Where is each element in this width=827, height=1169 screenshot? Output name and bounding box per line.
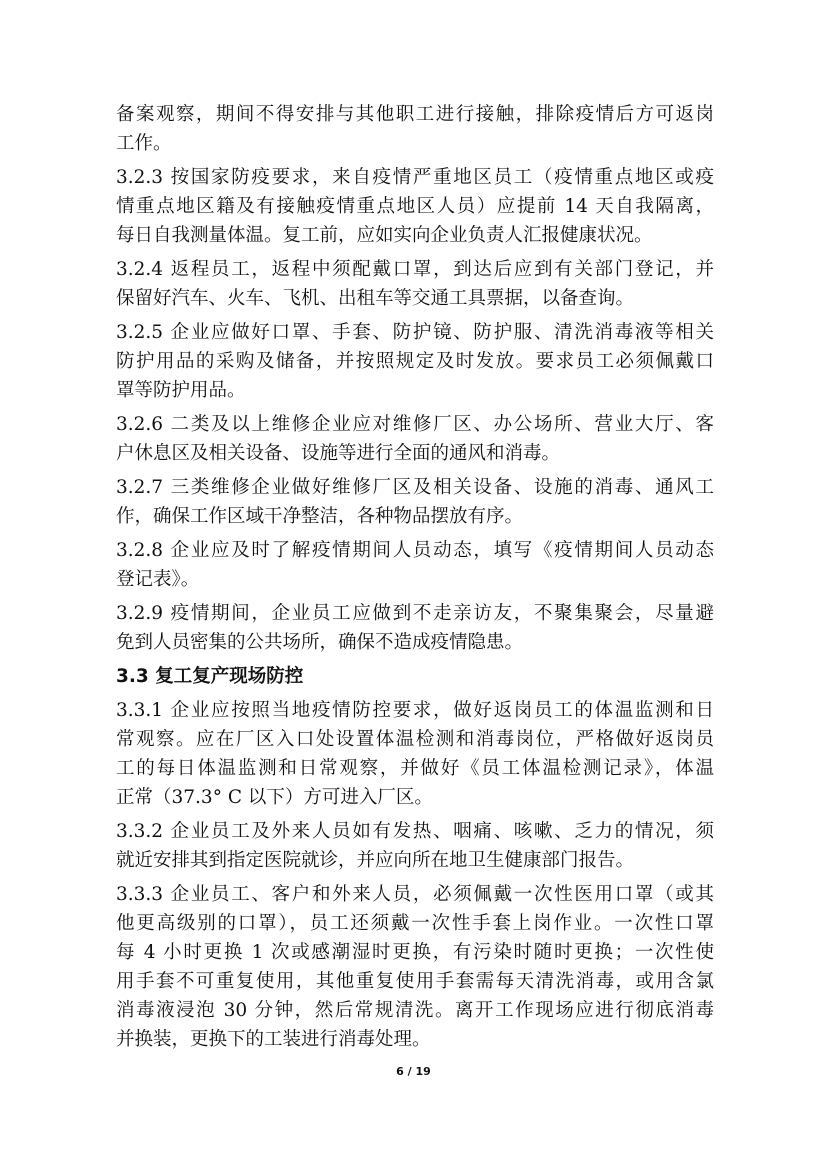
clause-3-2-3-line: 情重点地区籍及有接触疫情重点地区人员）应提前 14 天自我隔离， (116, 196, 714, 217)
clause-3-3-3-line: 他更高级别的口罩），员工还须戴一次性手套上岗作业。一次性口罩 (116, 913, 714, 934)
clause-3-3-1-line: 常观察。应在厂区入口处设置体温检测和消毒岗位，严格做好返岗员 (116, 729, 714, 750)
clause-3-2-9-line: 3.2.9 疫情期间，企业员工应做到不走亲访友，不聚集聚会，尽量避 (116, 603, 714, 624)
page-number: 6 / 19 (396, 1065, 431, 1078)
clause-3-2-7-line: 作，确保工作区域干净整洁，各种物品摆放有序。 (116, 506, 524, 527)
paragraph-line: 备案观察，期间不得安排与其他职工进行接触，排除疫情后方可返岗 (116, 104, 714, 125)
clause-3-2-8-line: 登记表》。 (116, 569, 200, 590)
section-heading-3-3: 3.3 复工复产现场防控 (116, 666, 304, 687)
clause-3-2-4-line: 保留好汽车、火车、飞机、出租车等交通工具票据，以备查询。 (116, 288, 635, 309)
clause-3-3-1-line: 正常（37.3° C 以下）方可进入厂区。 (116, 787, 433, 808)
clause-3-2-3-line: 每日自我测量体温。复工前，应如实向企业负责人汇报健康状况。 (116, 225, 653, 246)
clause-3-2-9-line: 免到人员密集的公共场所，确保不造成疫情隐患。 (116, 632, 524, 653)
paragraph-line: 工作。 (116, 133, 172, 154)
clause-3-2-6-line: 户休息区及相关设备、设施等进行全面的通风和消毒。 (116, 443, 561, 464)
clause-3-3-3-line: 每 4 小时更换 1 次或感潮湿时更换，有污染时随时更换；一次性使 (116, 942, 714, 963)
clause-3-3-1-line: 工的每日体温监测和日常观察，并做好《员工体温检测记录》，体温 (116, 758, 714, 779)
clause-3-2-4-line: 3.2.4 返程员工，返程中须配戴口罩，到达后应到有关部门登记，并 (116, 259, 714, 280)
clause-3-3-2-line: 3.3.2 企业员工及外来人员如有发热、咽痛、咳嗽、乏力的情况，须 (116, 821, 714, 842)
clause-3-3-1-line: 3.3.1 企业应按照当地疫情防控要求，做好返岗员工的体温监测和日 (116, 700, 714, 721)
clause-3-3-3-line: 并换装，更换下的工装进行消毒处理。 (116, 1029, 431, 1050)
clause-3-2-5-line: 罩等防护用品。 (116, 380, 246, 401)
clause-3-3-2-line: 就近安排其到指定医院就诊，并应向所在地卫生健康部门报告。 (116, 850, 635, 871)
clause-3-2-5-line: 3.2.5 企业应做好口罩、手套、防护镜、防护服、清洗消毒液等相关 (116, 322, 714, 343)
clause-3-3-3-line: 3.3.3 企业员工、客户和外来人员，必须佩戴一次性医用口罩（或其 (116, 884, 714, 905)
clause-3-3-3-line: 用手套不可重复使用，其他重复使用手套需每天清洗消毒，或用含氯 (116, 971, 714, 992)
clause-3-2-7-line: 3.2.7 三类维修企业做好维修厂区及相关设备、设施的消毒、通风工 (116, 477, 714, 498)
clause-3-2-5-line: 防护用品的采购及储备，并按照规定及时发放。要求员工必须佩戴口 (116, 351, 714, 372)
clause-3-2-3-line: 3.2.3 按国家防疫要求，来自疫情严重地区员工（疫情重点地区或疫 (116, 167, 714, 188)
clause-3-2-8-line: 3.2.8 企业应及时了解疫情期间人员动态，填写《疫情期间人员动态 (116, 540, 714, 561)
document-body (116, 100, 714, 1054)
clause-3-2-6-line: 3.2.6 二类及以上维修企业应对维修厂区、办公场所、营业大厅、客 (116, 414, 714, 435)
clause-3-3-3-line: 消毒液浸泡 30 分钟，然后常规清洗。离开工作现场应进行彻底消毒 (116, 1000, 714, 1021)
